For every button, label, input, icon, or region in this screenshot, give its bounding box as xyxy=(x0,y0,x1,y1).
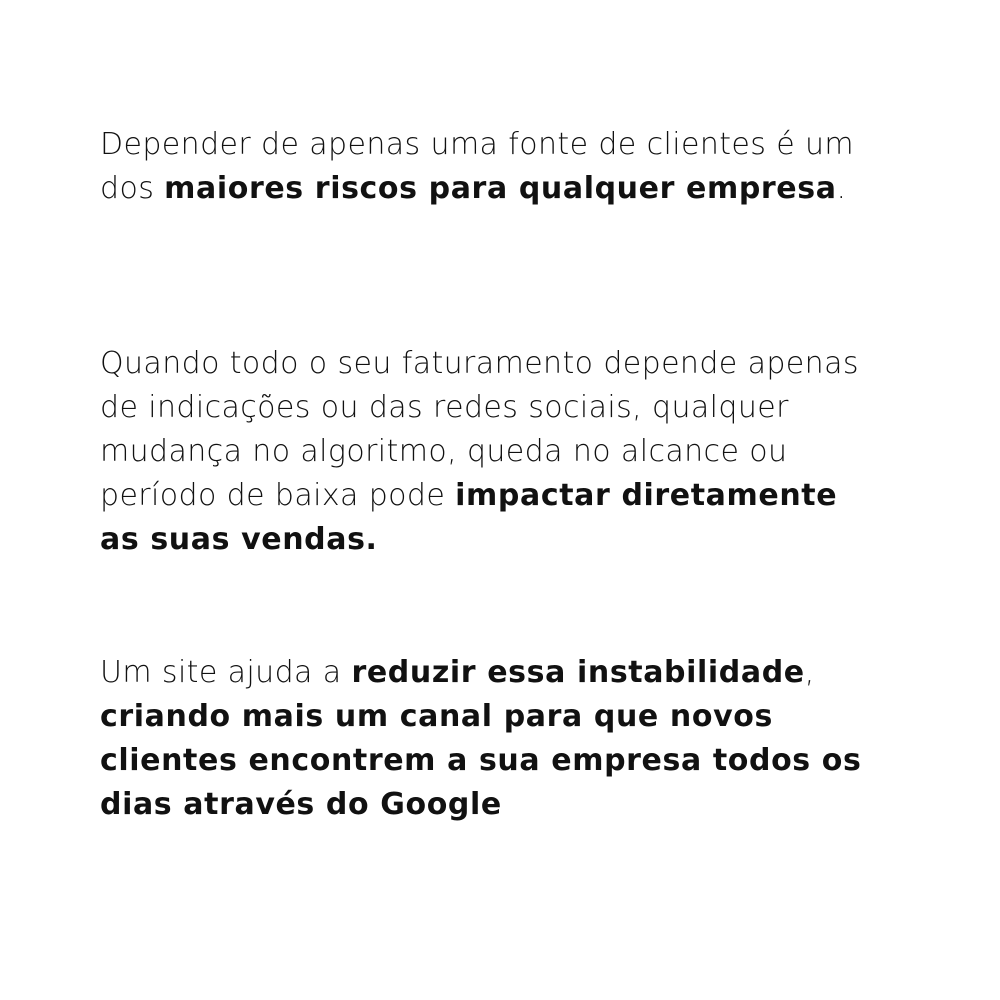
text-segment: Depender de apenas uma fonte de clientes é um dos xyxy=(100,127,855,206)
paragraph-website-benefit xyxy=(100,651,880,827)
text-segment-bold: criando mais um canal para que novos clientes encontrem a sua empresa todos os dias através do Google xyxy=(100,699,862,822)
text-segment: Um site ajuda a xyxy=(100,655,352,690)
text-segment-bold: maiores riscos para qualquer empresa xyxy=(164,171,837,206)
paragraph-revenue-impact xyxy=(100,342,880,562)
text-segment: . xyxy=(836,171,847,206)
paragraph-dependency-risk xyxy=(100,123,880,211)
text-segment-bold: impactar diretamente as suas vendas. xyxy=(100,478,838,557)
text-segment-bold: reduzir essa instabilidade xyxy=(351,655,805,690)
text-segment: , xyxy=(804,655,815,690)
text-segment: Quando todo o seu faturamento depende apenas de indicações ou das redes sociais, qualquer mudança no algoritmo, queda no alcance ou período de baixa pode xyxy=(100,346,859,513)
